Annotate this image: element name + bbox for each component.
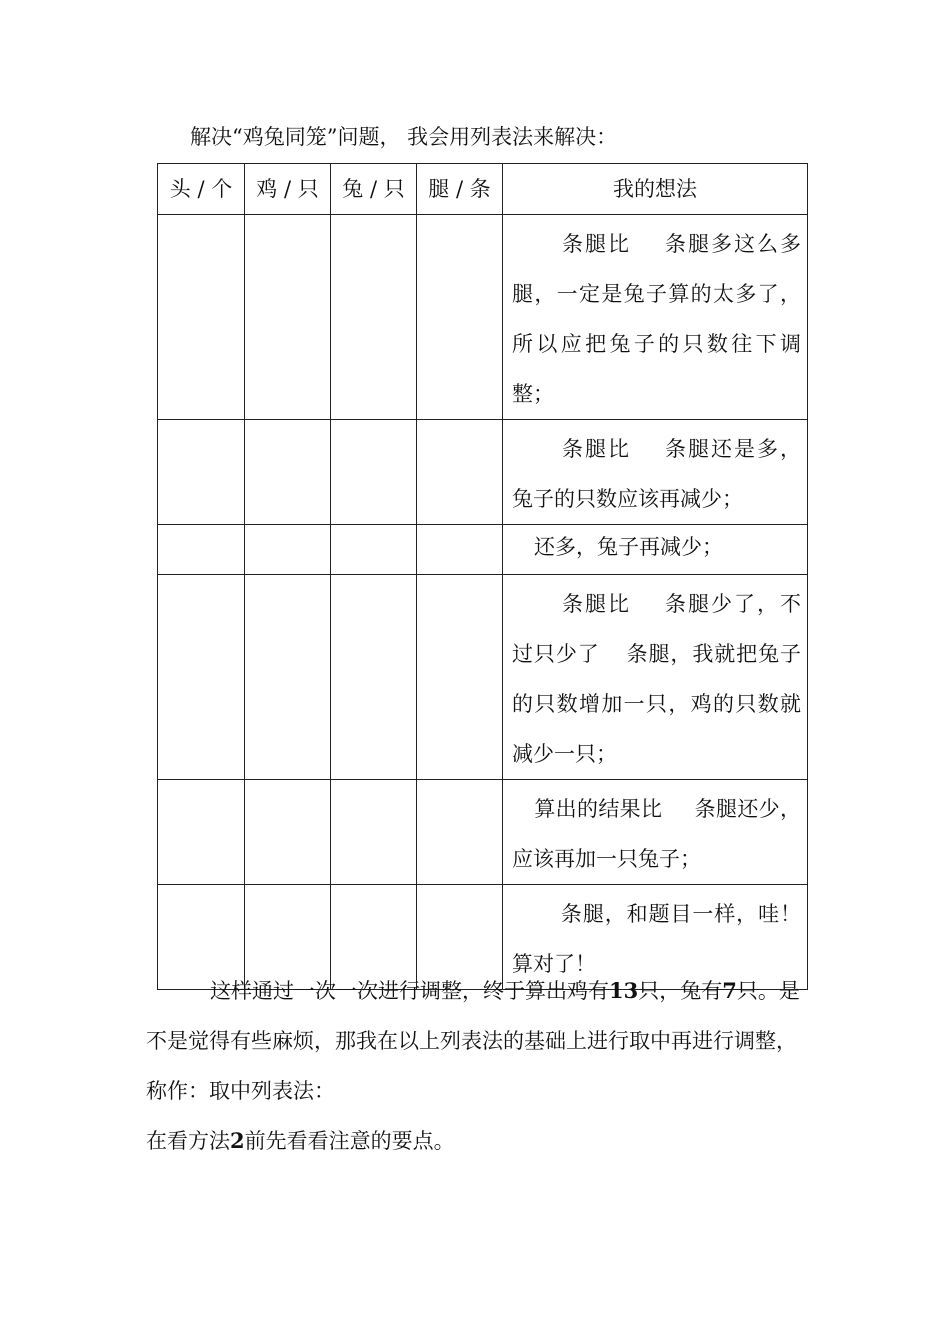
- cell-legs: [417, 780, 503, 885]
- cell-chickens: [245, 575, 331, 780]
- chicken-count: 13: [609, 978, 639, 1003]
- header-my-thoughts: 我的想法: [503, 164, 808, 215]
- cell-chickens: [245, 525, 331, 575]
- cell-chickens: [245, 215, 331, 420]
- header-chickens: 鸡 / 只: [245, 164, 331, 215]
- cell-heads: [158, 215, 245, 420]
- thought-part: 条腿少了，不过只少了: [512, 592, 801, 666]
- thought-part: 条腿还是多，兔子的只数应该再减少；: [512, 437, 801, 511]
- table-row: [158, 575, 808, 780]
- note-text: 前先看看注意的要点。: [244, 1129, 455, 1153]
- table-row: [158, 525, 808, 575]
- cell-rabbits: [331, 525, 417, 575]
- thought-part: 算出的结果比: [534, 797, 663, 821]
- thought-part: 条腿多这么多腿，一定是兔子算的太多了，所以应把兔子的只数往下调整；: [512, 232, 801, 406]
- header-rabbits: 兔 / 只: [331, 164, 417, 215]
- list-method-table: [157, 163, 808, 990]
- thought-part: 条腿比: [560, 232, 631, 256]
- header-legs: 腿 / 条: [417, 164, 503, 215]
- cell-rabbits: [331, 215, 417, 420]
- cell-heads: [158, 780, 245, 885]
- cell-rabbits: [331, 780, 417, 885]
- conclusion-text: 只。是不是觉得有些麻烦，那我在以上列表法的基础上进行取中再进行调整，称作：取中列表法：: [146, 979, 800, 1103]
- header-heads: 头 / 个: [158, 164, 245, 215]
- cell-heads: [158, 525, 245, 575]
- thought-part: 条腿比: [560, 437, 631, 461]
- cell-thought: [503, 575, 808, 780]
- intro-line: 解决“鸡兔同笼”问题， 我会用列表法来解决：: [190, 125, 618, 149]
- cell-rabbits: [331, 575, 417, 780]
- thought-part: 条腿，和题目一样，哇！算对了！: [512, 902, 801, 976]
- cell-legs: [417, 420, 503, 525]
- thought-part: 条腿还少，应该再加一只兔子；: [512, 797, 802, 871]
- table-row: [158, 780, 808, 885]
- conclusion-paragraph: [146, 966, 816, 1116]
- cell-thought: [503, 780, 808, 885]
- table-row: [158, 215, 808, 420]
- method-note-paragraph: [146, 1116, 816, 1166]
- thought-part: 条腿比: [560, 592, 631, 616]
- conclusion-text: 这样通过一次一次进行调整，终于算出鸡有: [210, 979, 609, 1003]
- cell-heads: [158, 420, 245, 525]
- cell-thought: [503, 420, 808, 525]
- method-number: 2: [230, 1128, 245, 1153]
- cell-legs: [417, 215, 503, 420]
- cell-rabbits: [331, 420, 417, 525]
- table-header-row: [158, 164, 808, 215]
- table-row: [158, 420, 808, 525]
- cell-chickens: [245, 420, 331, 525]
- cell-thought: [503, 215, 808, 420]
- note-text: 在看方法: [146, 1129, 230, 1153]
- cell-chickens: [245, 780, 331, 885]
- conclusion-text: 只，兔有: [638, 979, 723, 1003]
- cell-legs: [417, 575, 503, 780]
- cell-thought: [503, 525, 808, 575]
- thought-part: 还多，兔子再减少；: [534, 535, 723, 559]
- cell-heads: [158, 575, 245, 780]
- thought-part: 条腿，我就把兔子的只数增加一只，鸡的只数就减少一只；: [512, 642, 802, 766]
- rabbit-count: 7: [722, 978, 737, 1003]
- cell-legs: [417, 525, 503, 575]
